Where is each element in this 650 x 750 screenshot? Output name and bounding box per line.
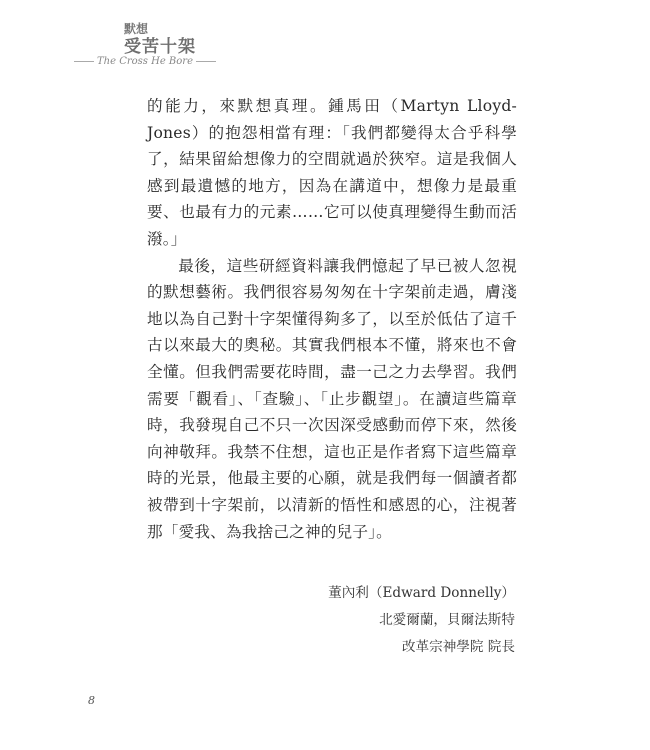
logo-title-small: 默想 bbox=[124, 22, 149, 36]
author-location: 北愛爾蘭，貝爾法斯特 bbox=[379, 612, 515, 628]
divider bbox=[196, 61, 216, 62]
logo-title-large: 受苦十架 bbox=[124, 37, 196, 57]
paragraph: 最後，這些研經資料讓我們憶起了早已被人忽視的默想藝術。我們很容易匆匆在十字架前走過，膚淺地以為自己對十字架懂得夠多了，以至於低估了這千古以來最大的奧秘。其實我們根本不懂，將來也不會全懂。但我們需要花時間，盡一己之力去學習。我們需要「觀看」、「查驗」、「止步觀望」。在讀這些篇章時，我發現自己不只一次因深受感動而停下來，然後向神敬拜。我禁不住想，這也正是作者寫下這些篇章時的光景，他最主要的心願，就是我們每一個讀者都被帶到十字架前，以清新的悟性和感恩的心，注視著那「愛我、為我捨己之神的兒子」。 bbox=[147, 256, 517, 541]
page-number: 8 bbox=[88, 694, 95, 707]
book-logo bbox=[74, 10, 224, 72]
logo-subtitle-text: The Cross He Bore bbox=[97, 56, 193, 67]
paragraph: 的能力，來默想真理。鍾馬田（Martyn Lloyd-Jones）的抱怨相當有理：「我們都變得太合乎科學了，結果留給想像力的空間就過於狹窄。這是我個人感到最遺憾的地方，因為在講道中，想像力是最重要、也最有力的元素……它可以使真理變得生動而活潑。」 bbox=[147, 97, 517, 248]
logo-subtitle bbox=[74, 56, 224, 67]
signature-block bbox=[328, 580, 515, 661]
author-name: 董內利（Edward Donnelly） bbox=[328, 585, 515, 601]
author-title: 改革宗神學院 院長 bbox=[401, 639, 515, 655]
main-text bbox=[147, 93, 517, 545]
divider bbox=[74, 61, 94, 62]
